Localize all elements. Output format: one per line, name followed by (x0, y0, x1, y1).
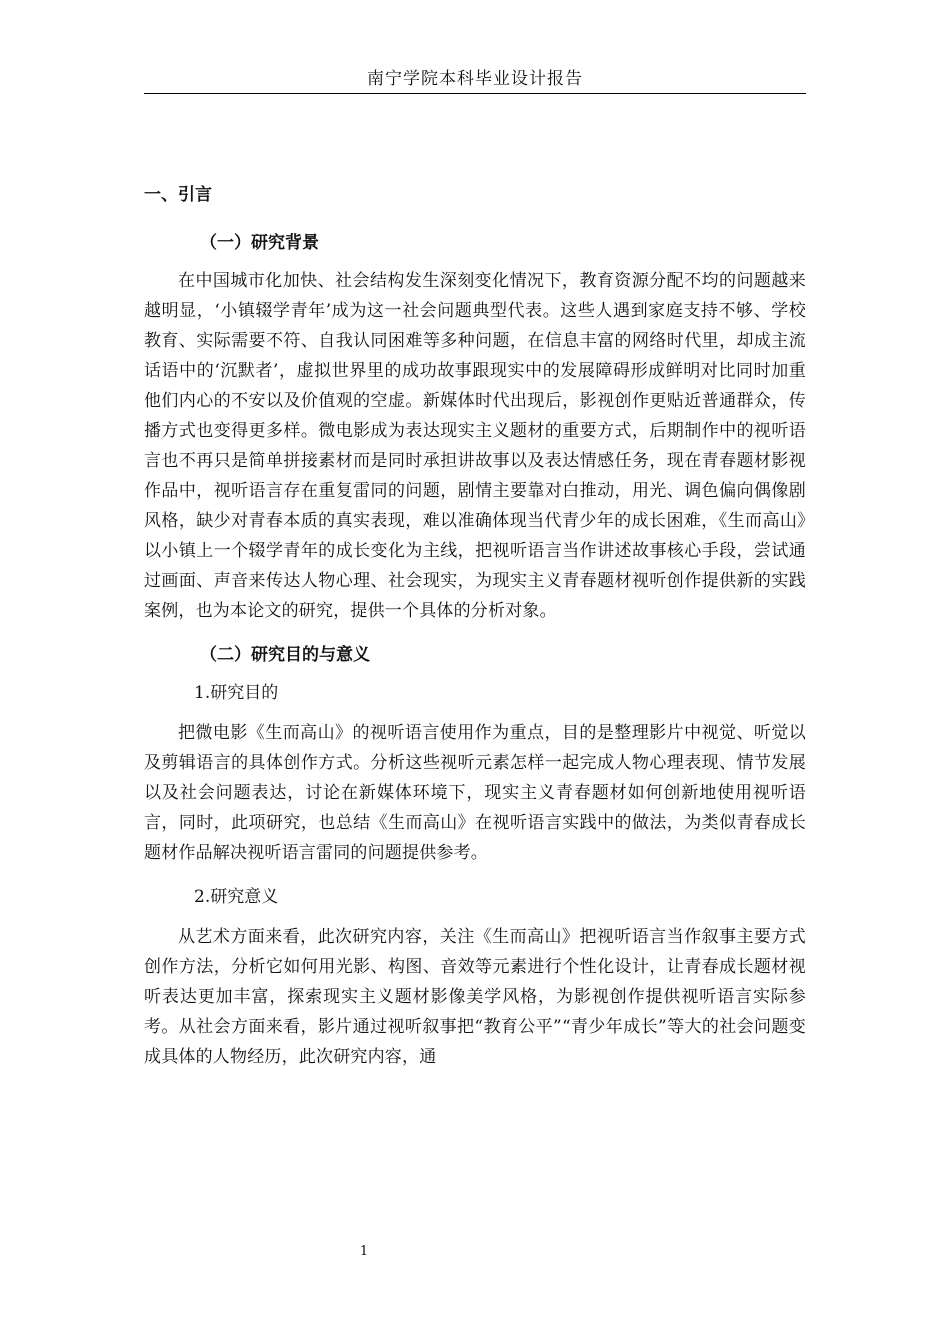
paragraph-research-purpose: 把微电影《生而高山》的视听语言使用作为重点，目的是整理影片中视觉、听觉以及剪辑语言的具体创作方式。分析这些视听元素怎样一起完成人物心理表现、情节发展以及社会问题表达，讨论在新媒体环境下，现实主义青春题材如何创新地使用视听语言，同时，此项研究，也总结《生而高山》在视听语言实践中的做法，为类似青春成长题材作品解决视听语言雷同的问题提供参考。 (144, 723, 806, 863)
header-divider (144, 93, 806, 94)
section-heading-introduction: 一、引言 (144, 185, 212, 205)
page-number: 1 (359, 1244, 369, 1259)
page-header-title: 南宁学院本科毕业设计报告 (367, 69, 583, 89)
paragraph-research-significance: 从艺术方面来看，此次研究内容，关注《生而高山》把视听语言当作叙事主要方式创作方法，分析它如何用光影、构图、音效等元素进行个性化设计，让青春成长题材视听表达更加丰富，探索现实主义题材影像美学风格，为影视创作提供视听语言实际参考。从社会方面来看，影片通过视听叙事把“教育公平”“青少年成长”等大的社会问题变成具体的人物经历，此次研究内容，通 (144, 927, 806, 1067)
subsection-heading-background: （一）研究背景 (200, 233, 319, 253)
paragraph-background: 在中国城市化加快、社会结构发生深刻变化情况下，教育资源分配不均的问题越来越明显，‘小镇辍学青年’成为这一社会问题典型代表。这些人遇到家庭支持不够、学校教育、实际需要不符、自我认同困难等多种问题，在信息丰富的网络时代里，却成主流话语中的‘沉默者’，虚拟世界里的成功故事跟现实中的发展障碍形成鲜明对比同时加重他们内心的不安以及价值观的空虚。新媒体时代出现后，影视创作更贴近普通群众，传播方式也变得更多样。微电影成为表达现实主义题材的重要方式，后期制作中的视听语言也不再只是简单拼接素材而是同时承担讲故事以及表达情感任务，现在青春题材影视作品中，视听语言存在重复雷同的问题，剧情主要靠对白推动，用光、调色偏向偶像剧风格，缺少对青春本质的真实表现，难以准确体现当代青少年的成长困难，《生而高山》以小镇上一个辍学青年的成长变化为主线，把视听语言当作讲述故事核心手段，尝试通过画面、声音来传达人物心理、社会现实，为现实主义青春题材视听创作提供新的实践案例，也为本论文的研究，提供一个具体的分析对象。 (144, 271, 806, 621)
document-body (144, 180, 806, 1080)
heading-research-significance: 2.研究意义 (194, 887, 279, 907)
subsection-heading-purpose-significance: （二）研究目的与意义 (200, 645, 370, 665)
heading-research-purpose: 1.研究目的 (194, 683, 279, 703)
